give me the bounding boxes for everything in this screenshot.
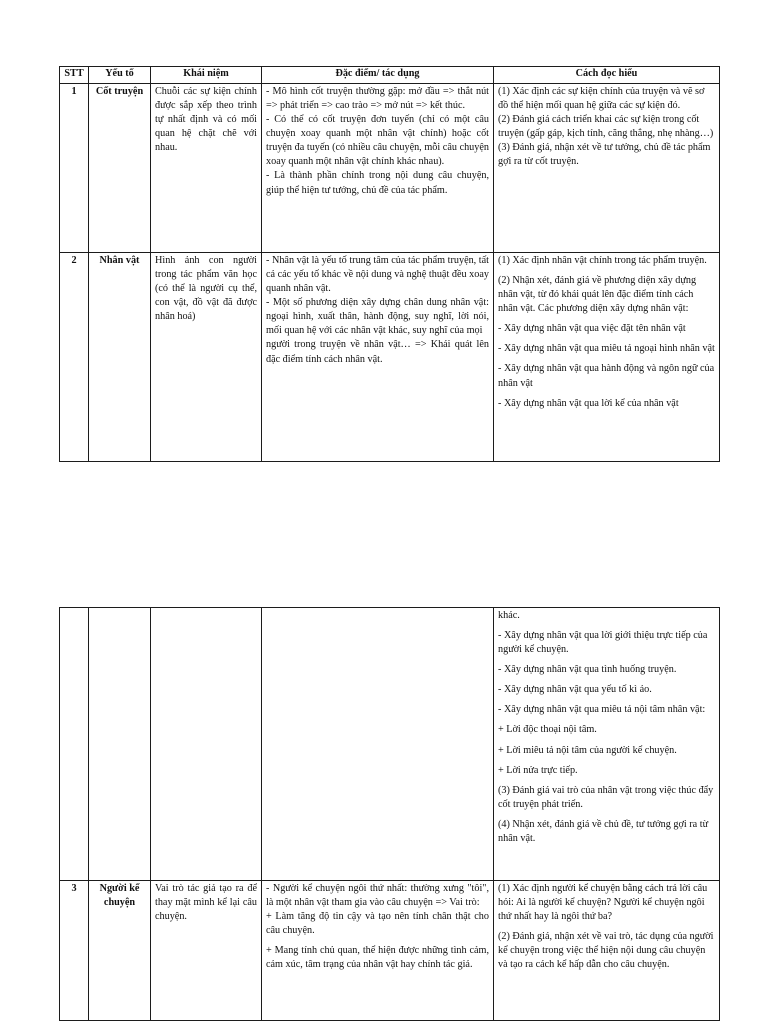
cell-factor: Cốt truyện [89,84,151,253]
reading-line: (1) Xác định người kể chuyện bằng cách trả lời câu hỏi: Ai là người kể chuyện? Người kể chuyện ngôi thứ nhất hay là ngôi thứ ba? [498,883,708,923]
feature-line: + Mang tính chủ quan, thể hiện được những tình cảm, cảm xúc, tâm trạng của nhân vật hay chính tác giả. [266,945,489,971]
cell-stt: 2 [60,253,89,462]
table-row-narrator [60,881,720,1021]
reading-line: + Lời miêu tả nội tâm của người kể chuyện. [498,744,677,756]
literature-table-page-2 [59,607,720,1021]
feature-line: - Mô hình cốt truyện thường gặp: mở đầu => thắt nút => phát triển => cao trào => mở nút => kết thúc. [266,86,489,112]
header-reading: Cách đọc hiểu [494,67,720,84]
cell-concept-empty [151,608,262,881]
reading-line: - Xây dựng nhân vật qua tình huống truyện. [498,664,677,676]
table-row-character [60,253,720,462]
reading-line: khác. [498,610,520,621]
cell-concept: Chuỗi các sự kiện chính được sắp xếp theo trình tự nhất định và có mối quan hệ chặt chẽ với nhau. [151,84,262,253]
feature-line: - Là thành phần chính trong nội dung câu chuyện, giúp thể hiện tư tưởng, chủ đề của tác phẩm. [266,170,489,196]
reading-line: - Xây dựng nhân vật qua hành động và ngôn ngữ của nhân vật [498,363,715,389]
reading-line: - Xây dựng nhân vật qua miêu tả ngoại hình nhân vật [498,343,715,355]
cell-reading [494,84,720,253]
cell-features [262,253,494,462]
cell-reading [494,253,720,462]
feature-line: - Có thể có cốt truyện đơn tuyến (chỉ có một câu chuyện xoay quanh một nhân vật chính) hoặc cốt truyện đa tuyến (có nhiều câu chuyện, mỗi câu chuyện xoay quanh một nhân vật chính khác nhau). [266,114,489,168]
reading-line: (2) Đánh giá, nhận xét về vai trò, tác dụng của người kể chuyện trong việc thể hiện nội dung câu chuyện và tạo ra cách kể hấp dẫn cho câu chuyện. [498,931,714,971]
feature-line: người trong truyện về nhân vật… => Khái quát lên đặc điểm tính cách nhân vật. [266,339,489,365]
reading-line: - Xây dựng nhân vật qua việc đặt tên nhân vật [498,323,686,335]
reading-line: - Xây dựng nhân vật qua miêu tả nội tâm nhân vật: [498,704,706,716]
cell-stt: 3 [60,881,89,1021]
reading-line: (1) Xác định các sự kiện chính của truyện và vẽ sơ đồ thể hiện mối quan hệ giữa các sự kiện đó. [498,86,705,112]
cell-reading [494,881,720,1021]
reading-line: (3) Đánh giá vai trò của nhân vật trong việc thúc đẩy cốt truyện phát triển. [498,784,714,810]
cell-factor: Người kể chuyện [89,881,151,1021]
literature-table-page-1 [59,66,720,462]
feature-line: + Làm tăng độ tin cậy và tạo nên tính chân thật cho câu chuyện. [266,911,489,937]
header-stt: STT [60,67,89,84]
cell-factor: Nhân vật [89,253,151,462]
cell-stt-empty [60,608,89,881]
header-concept: Khái niệm [151,67,262,84]
reading-line: (2) Nhận xét, đánh giá về phương diện xây dựng nhân vật, từ đó khái quát lên đặc điểm tính cách nhân vật. Các phương diện xây dựng nhân vật: [498,275,697,315]
feature-line: - Người kể chuyện ngôi thứ nhất: thường xưng "tôi", là một nhân vật tham gia vào câu chuyện => Vai trò: [266,883,489,909]
cell-features [262,881,494,1021]
reading-line: - Xây dựng nhân vật qua lời kể của nhân vật [498,397,679,409]
header-features: Đặc điểm/ tác dụng [262,67,494,84]
reading-line: + Lời nửa trực tiếp. [498,764,578,776]
cell-concept: Hình ảnh con người trong tác phẩm văn học (có thể là người cụ thể, con vật, đồ vật đã được nhân hoá) [151,253,262,462]
cell-concept: Vai trò tác giả tạo ra để thay mặt mình kể lại câu chuyện. [151,881,262,1021]
reading-line: + Lời độc thoại nội tâm. [498,724,597,736]
reading-line: (1) Xác định nhân vật chính trong tác phẩm truyện. [498,255,707,266]
cell-stt: 1 [60,84,89,253]
reading-line: (2) Đánh giá cách triển khai các sự kiện trong cốt truyện (gấp gáp, kịch tính, căng thẳng, nhẹ nhàng…) [498,114,714,140]
reading-line: - Xây dựng nhân vật qua lời giới thiệu trực tiếp của người kể chuyện. [498,630,708,656]
reading-line: (3) Đánh giá, nhận xét về tư tưởng, chủ đề tác phẩm gợi ra từ cốt truyện. [498,142,711,168]
feature-line: - Một số phương diện xây dựng chân dung nhân vật: ngoại hình, xuất thân, hành động, suy nghĩ, lời nói, mối quan hệ với các nhân vật khác, suy nghĩ của mọi [266,297,489,337]
cell-factor-empty [89,608,151,881]
reading-line: (4) Nhận xét, đánh giá về chủ đề, tư tưởng gợi ra từ nhân vật. [498,818,709,844]
table-row-character-continued [60,608,720,881]
feature-line: - Nhân vật là yếu tố trung tâm của tác phẩm truyện, tất cả các yếu tố khác về nội dung và nghệ thuật đều xoay quanh nhân vật. [266,255,489,295]
header-factor: Yếu tố [89,67,151,84]
table-row-plot [60,84,720,253]
reading-line: - Xây dựng nhân vật qua yếu tố kì ảo. [498,684,652,696]
cell-features-empty [262,608,494,881]
table-header-row [60,67,720,84]
cell-reading [494,608,720,881]
cell-features [262,84,494,253]
